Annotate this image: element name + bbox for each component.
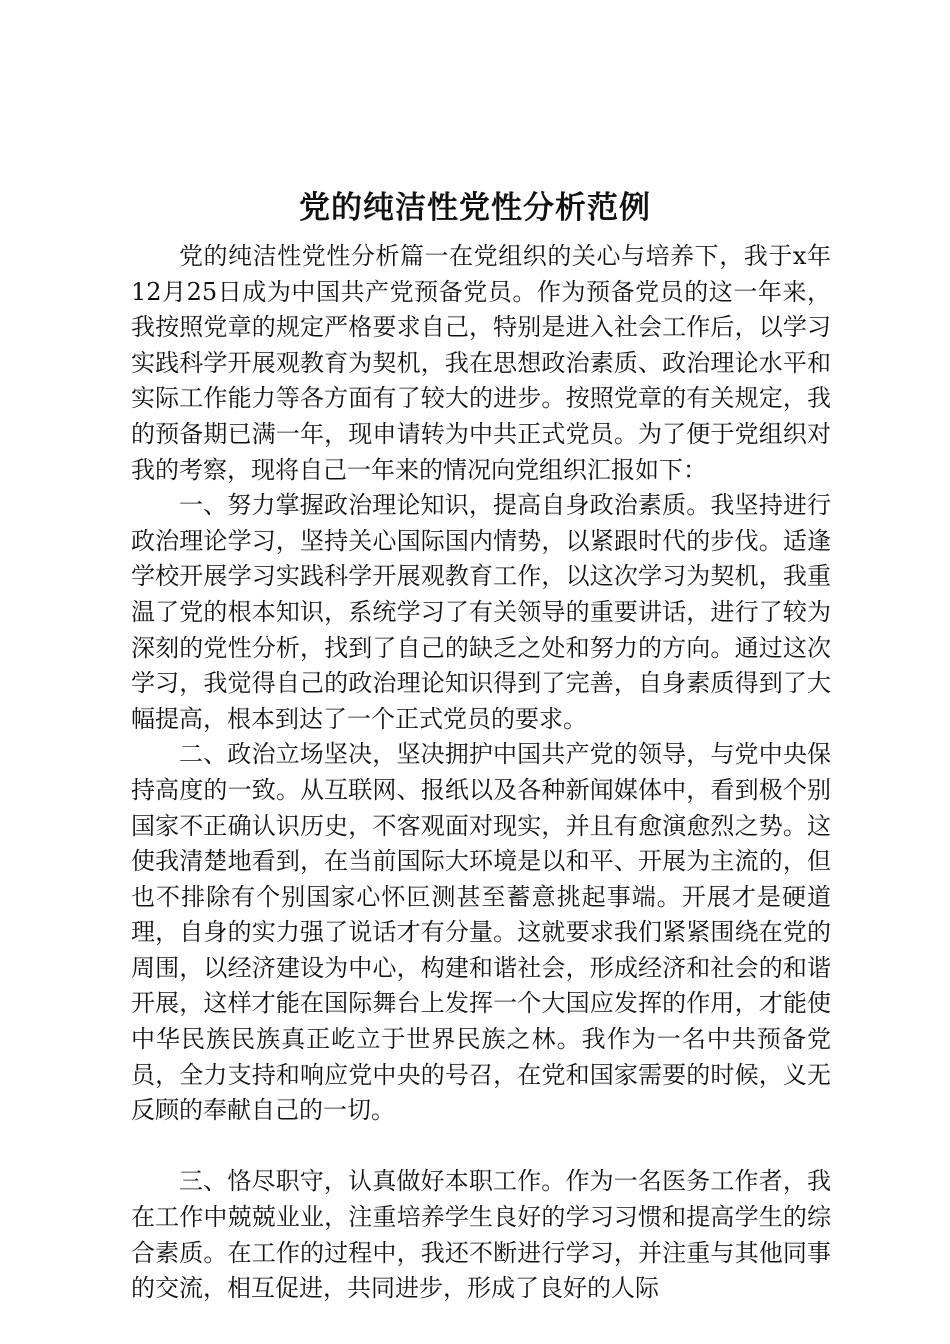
section-three-paragraph: 三、恪尽职守，认真做好本职工作。作为一名医务工作者，我在工作中兢兢业业，注重培养学生良好的学习习惯和提高学生的综合素质。在工作的过程中，我还不断进行学习，并注重与其他同事的交流，相互促进，共同进步，形成了良好的人际	[131, 1167, 831, 1303]
intro-paragraph: 党的纯洁性党性分析篇一在党组织的关心与培养下，我于x年12月25日成为中国共产党预备党员。作为预备党员的这一年来，我按照党章的规定严格要求自己，特别是进入社会工作后，以学习实践科学开展观教育为契机，我在思想政治素质、政治理论水平和实际工作能力等各方面有了较大的进步。按照党章的有关规定，我的预备期已满一年，现申请转为中共正式党员。为了便于党组织对我的考察，现将自己一年来的情况向党组织汇报如下：	[131, 242, 831, 484]
section-one-paragraph: 一、努力掌握政治理论知识，提高自身政治素质。我坚持进行政治理论学习，坚持关心国际国内情势，以紧跟时代的步伐。适逢学校开展学习实践科学开展观教育工作，以这次学习为契机，我重温了党的根本知识，系统学习了有关领导的重要讲话，进行了较为深刻的党性分析，找到了自己的缺乏之处和努力的方向。通过这次学习，我觉得自己的政治理论知识得到了完善，自身素质得到了大幅提高，根本到达了一个正式党员的要求。	[131, 491, 831, 733]
document-body	[131, 239, 831, 1307]
section-two-paragraph: 二、政治立场坚决，坚决拥护中国共产党的领导，与党中央保持高度的一致。从互联网、报纸以及各种新闻媒体中，看到极个别国家不正确认识历史，不客观面对现实，并且有愈演愈烈之势。这使我清楚地看到，在当前国际大环境是以和平、开展为主流的，但也不排除有个别国家心怀叵测甚至蓄意挑起事端。开展才是硬道理，自身的实力强了说话才有分量。这就要求我们紧紧围绕在党的周围，以经济建设为中心，构建和谐社会，形成经济和社会的和谐开展，这样才能在国际舞台上发挥一个大国应发挥的作用，才能使中华民族民族真正屹立于世界民族之林。我作为一名中共预备党员，全力支持和响应党中央的号召，在党和国家需要的时候，义无反顾的奉献自己的一切。	[131, 740, 831, 1125]
document-title: 党的纯洁性党性分析范例	[299, 190, 651, 226]
